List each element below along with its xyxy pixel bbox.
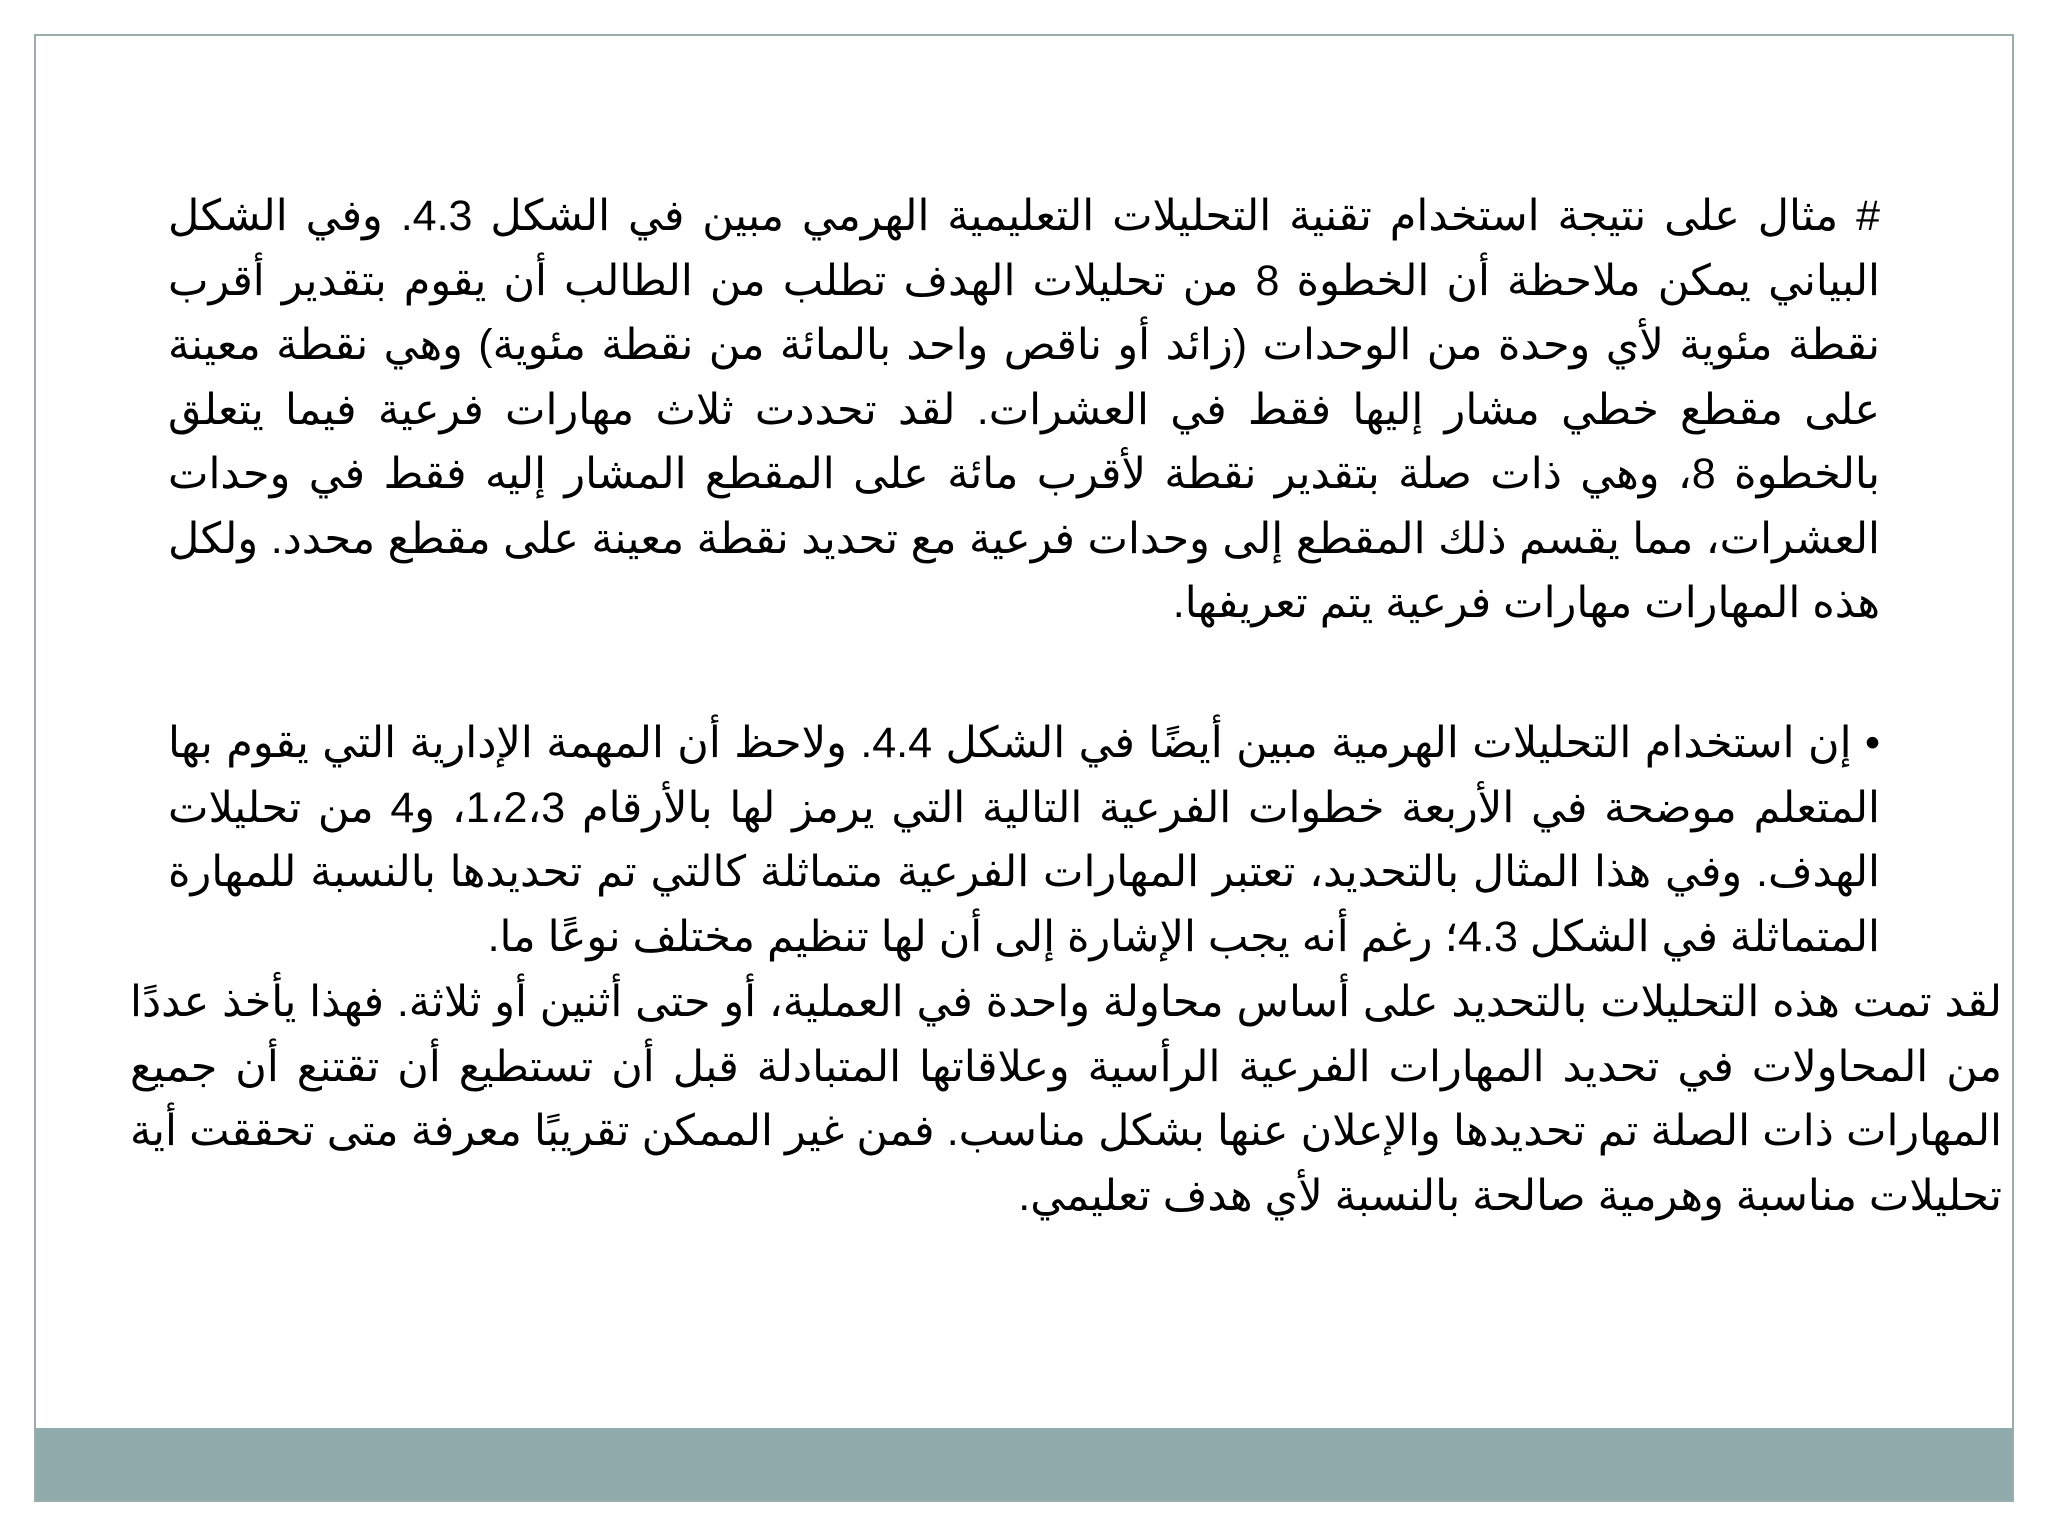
footer-band <box>36 1428 2012 1500</box>
paragraph-hierarchical-example: # مثال على نتيجة استخدام تقنية التحليلات التعليمية الهرمي مبين في الشكل 4.3. وفي الشكل البياني يمكن ملاحظة أن الخطوة 8 من تحليلات الهدف تطلب من الطالب أن يقوم بتقدير أقرب نقطة مئوية لأي وحدة من الوحدات (زائد أو ناقص واحد بالمائة من نقطة مئوية) وهي نقطة معينة على مقطع خطي مشار إليها فقط في العشرات. لقد تحددت ثلاث مهارات فرعية فيما يتعلق بالخطوة 8، وهي ذات صلة بتقدير نقطة لأقرب مائة على المقطع المشار إليه فقط في وحدات العشرات، مما يقسم ذلك المقطع إلى وحدات فرعية مع تحديد نقطة معينة على مقطع محدد. ولكل هذه المهارات مهارات فرعية يتم تعريفها. <box>168 192 1880 627</box>
slide-frame <box>34 34 2014 1502</box>
paragraph-analysis-attempts: لقد تمت هذه التحليلات بالتحديد على أساس محاولة واحدة في العملية، أو حتى أثنين أو ثلاثة. فهذا يأخذ عددًا من المحاولات في تحديد المهارات الفرعية الرأسية وعلاقاتها المتبادلة قبل أن تستطيع أن تقتنع أن جميع المهارات ذات الصلة تم تحديدها والإعلان عنها بشكل مناسب. فمن غير الممكن تقريبًا معرفة متى تحققت أية تحليلات مناسبة وهرمية صالحة بالنسبة لأي هدف تعليمي. <box>130 978 2002 1220</box>
paragraph-bullet-figure-4-4: • إن استخدام التحليلات الهرمية مبين أيضًا في الشكل 4.4. ولاحظ أن المهمة الإدارية التي يقوم بها المتعلم موضحة في الأربعة خطوات الفرعية التالية التي يرمز لها بالأرقام 1،2،3، و4 من تحليلات الهدف. وفي هذا المثال بالتحديد، تعتبر المهارات الفرعية متماثلة كالتي تم تحديدها بالنسبة للمهارة المتماثلة في الشكل 4.3؛ رغم أنه يجب الإشارة إلى أن لها تنظيم مختلف نوعًا ما. <box>168 719 1880 961</box>
